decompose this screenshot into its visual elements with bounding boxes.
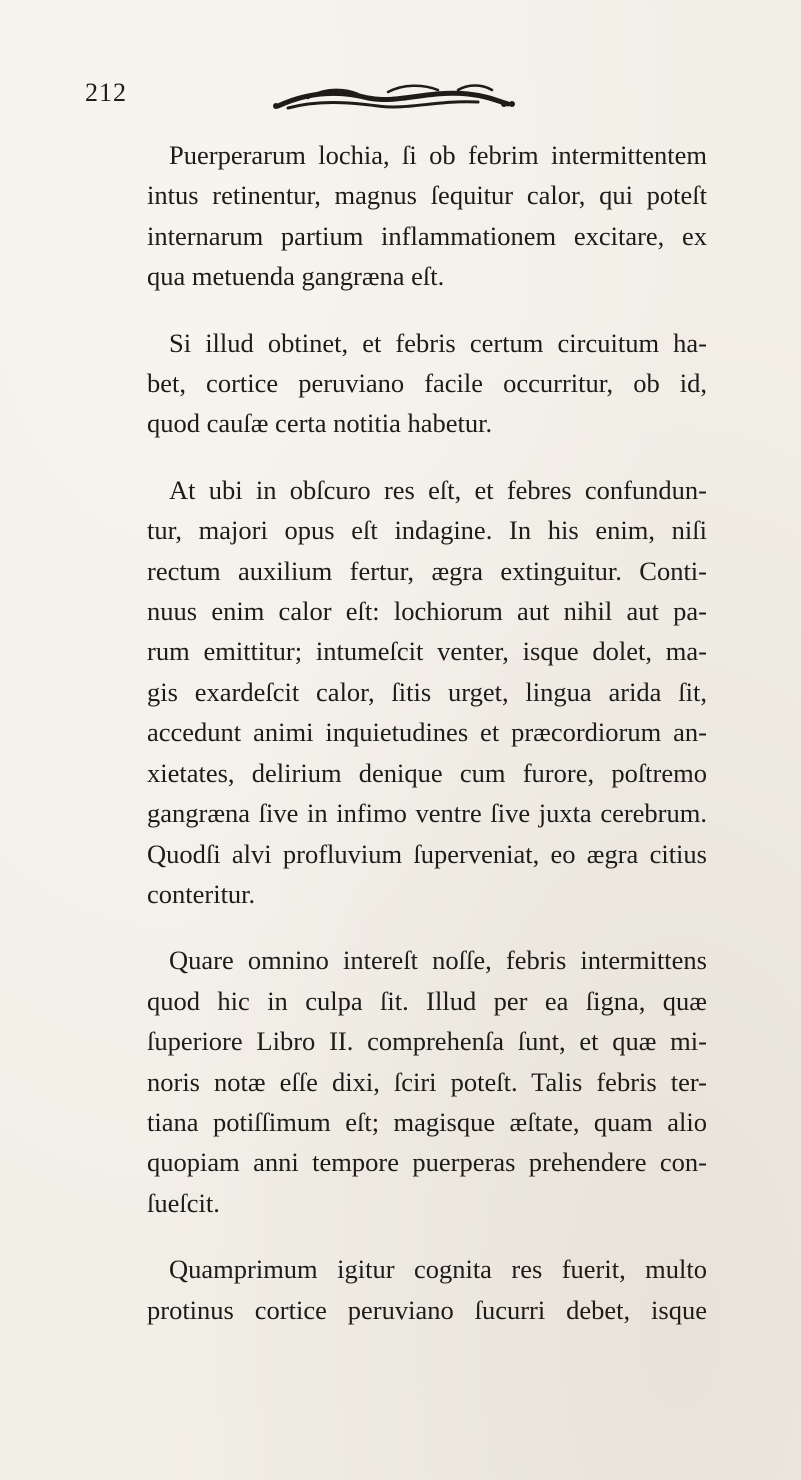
paragraph-4 (147, 940, 707, 1223)
text-line: gis exardeſcit calor, ſitis urget, lingua arida ſit, (147, 676, 707, 707)
text-line: quopiam anni tempore puerperas prehendere con- (147, 1147, 707, 1178)
page-number: 212 (85, 78, 127, 107)
text-line: ſueſcit. (147, 1187, 220, 1218)
text-line: ſuperiore Libro II. comprehenſa ſunt, et quæ mi- (147, 1026, 707, 1057)
text-line: rum emittitur; intumeſcit venter, isque dolet, ma- (147, 636, 707, 667)
text-line: protinus cortice peruviano ſucurri debet, isque (147, 1294, 707, 1325)
text-line: noris notæ eſſe dixi, ſciri poteſt. Talis febris ter- (147, 1066, 707, 1097)
text-line: At ubi in obſcuro res eſt, et febres confundun- (169, 474, 707, 505)
text-line: accedunt animi inquietudines et præcordiorum an- (147, 717, 707, 748)
text-line: quod cauſæ certa notitia habetur. (147, 408, 493, 439)
text-line: gangræna ſive in infimo ventre ſive juxta cerebrum. (147, 798, 707, 829)
text-line: internarum partium inflammationem excitare, ex (147, 220, 707, 251)
text-line: quod hic in culpa ſit. Illud per ea ſigna, quæ (147, 985, 707, 1016)
text-line: rectum auxilium fertur, ægra extinguitur. Conti- (147, 555, 707, 586)
text-line: qua metuenda gangræna eſt. (147, 261, 445, 292)
paragraph-5 (147, 1249, 707, 1330)
text-line: Quare omnino intereſt noſſe, febris intermittens (169, 945, 707, 976)
text-line: Quodſi alvi profluvium ſuperveniat, eo ægra citius (147, 838, 707, 869)
text-line: Puerperarum lochia, ſi ob febrim intermittentem (169, 140, 707, 170)
body-text (147, 135, 707, 1330)
text-line: bet, cortice peruviano facile occurritur, ob id, (147, 368, 707, 399)
text-line: Si illud obtinet, et febris certum circuitum ha- (169, 327, 707, 358)
paragraph-1 (147, 135, 707, 297)
text-line: tiana potiſſimum eſt; magisque æſtate, quam alio (147, 1106, 707, 1137)
text-line: tur, majori opus eſt indagine. In his enim, niſi (147, 515, 707, 546)
paragraph-2 (147, 323, 707, 444)
text-line: nuus enim calor eſt: lochiorum aut nihil aut pa- (147, 596, 707, 627)
paragraph-3 (147, 470, 707, 914)
text-line: xietates, delirium denique cum furore, poſtremo (147, 757, 707, 788)
header-ornament-icon (268, 80, 518, 120)
text-line: conteritur. (147, 878, 256, 909)
text-line: intus retinentur, magnus ſequitur calor, qui poteſt (147, 180, 707, 211)
text-line: Quamprimum igitur cognita res fuerit, multo (169, 1254, 707, 1285)
